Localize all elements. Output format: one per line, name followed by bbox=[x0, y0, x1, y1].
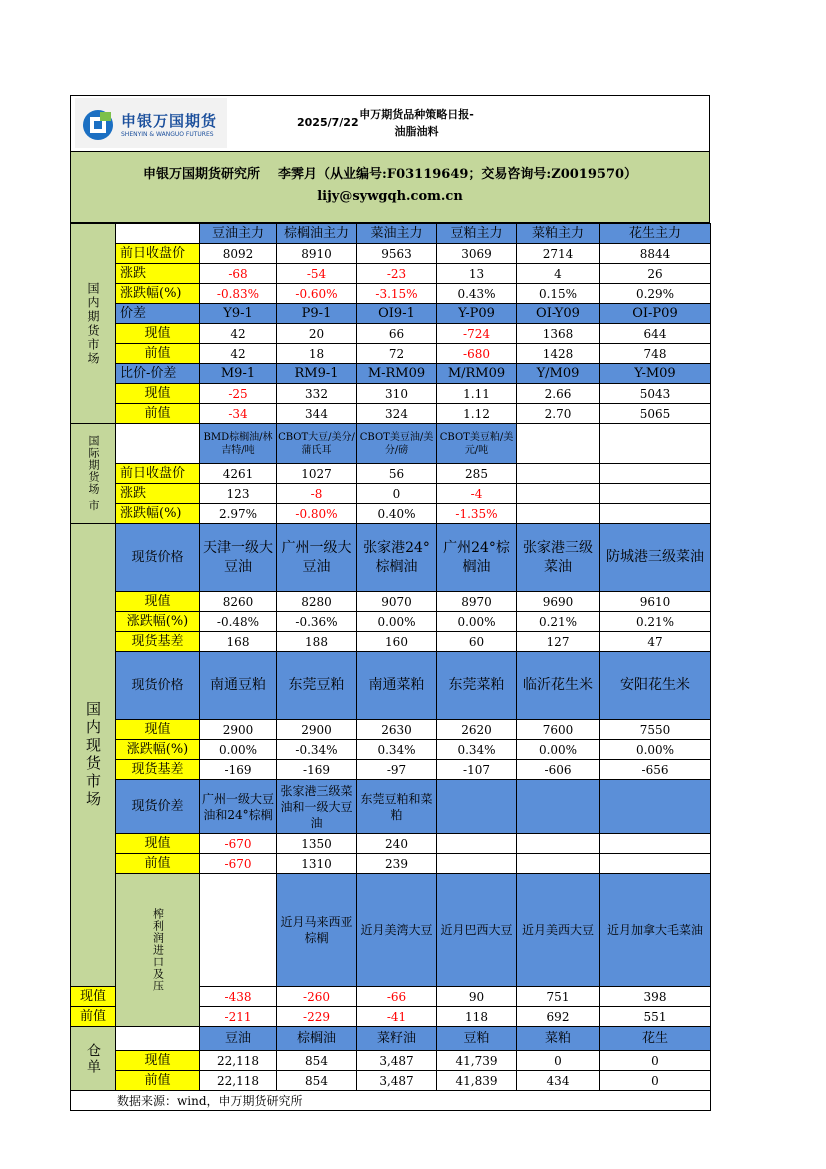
table-cell: 8910 bbox=[277, 244, 357, 264]
spread-header-row bbox=[71, 304, 711, 324]
col-header: 菜粕主力 bbox=[517, 224, 600, 244]
table-row bbox=[71, 592, 711, 612]
table-cell: 1.12 bbox=[437, 404, 517, 424]
row-label: 前值 bbox=[71, 1007, 116, 1027]
row-label: 比价-价差 bbox=[116, 364, 200, 384]
blank-cell bbox=[517, 854, 600, 874]
col-header: 张家港三级菜油和一级大豆油 bbox=[277, 780, 357, 834]
table-row bbox=[71, 404, 711, 424]
row-label: 现值 bbox=[116, 720, 200, 740]
table-cell: 2900 bbox=[200, 720, 277, 740]
col-header: 近月马来西亚棕榈 bbox=[277, 874, 357, 987]
table-cell: -54 bbox=[277, 264, 357, 284]
blank-cell bbox=[437, 854, 517, 874]
report-date: 2025/7/22 bbox=[297, 116, 359, 129]
blank-cell bbox=[116, 224, 200, 244]
intl-header-row bbox=[71, 424, 711, 464]
table-row bbox=[71, 854, 711, 874]
table-cell: -107 bbox=[437, 760, 517, 780]
section-margin-b: 进口及压 bbox=[151, 944, 165, 992]
table-cell: -8 bbox=[277, 484, 357, 504]
spot-header-row bbox=[71, 652, 711, 720]
table-cell: 9070 bbox=[357, 592, 437, 612]
table-cell: 160 bbox=[357, 632, 437, 652]
row-label: 前值 bbox=[116, 344, 200, 364]
col-header: 棕榈油 bbox=[277, 1027, 357, 1051]
table-cell: 2714 bbox=[517, 244, 600, 264]
blank-cell bbox=[600, 464, 711, 484]
table-cell: -0.83% bbox=[200, 284, 277, 304]
table-cell: 0 bbox=[600, 1071, 711, 1091]
blank-cell bbox=[517, 780, 600, 834]
col-header: P9-1 bbox=[277, 304, 357, 324]
row-label: 现值 bbox=[116, 324, 200, 344]
blank-cell bbox=[517, 464, 600, 484]
col-header: Y-M09 bbox=[600, 364, 711, 384]
margin-header-row bbox=[71, 874, 711, 987]
table-cell: -0.60% bbox=[277, 284, 357, 304]
blank-cell bbox=[600, 504, 711, 524]
table-cell: 0.21% bbox=[517, 612, 600, 632]
col-header: 张家港24°棕榈油 bbox=[357, 524, 437, 592]
table-cell: 72 bbox=[357, 344, 437, 364]
col-header: 豆粕 bbox=[437, 1027, 517, 1051]
row-label: 前值 bbox=[116, 1071, 200, 1091]
table-cell: 5043 bbox=[600, 384, 711, 404]
row-label: 现货基差 bbox=[116, 632, 200, 652]
logo-text-en: SHENYIN & WANGUO FUTURES bbox=[121, 131, 214, 138]
row-label: 涨跌 bbox=[116, 484, 200, 504]
table-cell: 13 bbox=[437, 264, 517, 284]
blank-cell bbox=[116, 1027, 200, 1051]
col-header: 菜粕 bbox=[517, 1027, 600, 1051]
report-title bbox=[359, 106, 474, 140]
table-cell: 8844 bbox=[600, 244, 711, 264]
col-header: OI9-1 bbox=[357, 304, 437, 324]
table-cell: 751 bbox=[517, 987, 600, 1007]
logo-text-cn: 申银万国期货 bbox=[121, 112, 218, 130]
table-cell: -97 bbox=[357, 760, 437, 780]
table-cell: 7550 bbox=[600, 720, 711, 740]
blank-cell bbox=[600, 424, 711, 464]
table-cell: -211 bbox=[200, 1007, 277, 1027]
table-cell: -670 bbox=[200, 854, 277, 874]
table-cell: -1.35% bbox=[437, 504, 517, 524]
table-row bbox=[71, 344, 711, 364]
table-cell: 2620 bbox=[437, 720, 517, 740]
col-header: M/RM09 bbox=[437, 364, 517, 384]
table-cell: 5065 bbox=[600, 404, 711, 424]
table-cell: 398 bbox=[600, 987, 711, 1007]
spot-header-row bbox=[71, 524, 711, 592]
author-info bbox=[70, 151, 710, 223]
table-cell: -23 bbox=[357, 264, 437, 284]
table-cell: 168 bbox=[200, 632, 277, 652]
table-cell: 1350 bbox=[277, 834, 357, 854]
col-header: Y9-1 bbox=[200, 304, 277, 324]
table-row bbox=[71, 264, 711, 284]
table-cell: 127 bbox=[517, 632, 600, 652]
table-cell: 3,487 bbox=[357, 1071, 437, 1091]
author-line: 申银万国期货研究所 李霁月（从业编号:F03119649；交易咨询号:Z0019570） bbox=[142, 167, 638, 182]
col-header: 南通菜粕 bbox=[357, 652, 437, 720]
section-import-margin bbox=[116, 874, 200, 1027]
warehouse-header-row bbox=[71, 1027, 711, 1051]
section-spot-market: 国内现货市场 bbox=[71, 524, 116, 987]
table-cell: -670 bbox=[200, 834, 277, 854]
strategy-daily-report bbox=[70, 95, 710, 1111]
row-label: 前值 bbox=[116, 854, 200, 874]
table-cell: -68 bbox=[200, 264, 277, 284]
blank-cell bbox=[437, 834, 517, 854]
table-cell: 240 bbox=[357, 834, 437, 854]
col-header: 菜油主力 bbox=[357, 224, 437, 244]
table-row bbox=[71, 244, 711, 264]
table-row bbox=[71, 740, 711, 760]
row-label: 现值 bbox=[116, 592, 200, 612]
row-label: 前值 bbox=[116, 404, 200, 424]
table-cell: 9690 bbox=[517, 592, 600, 612]
blank-cell bbox=[437, 780, 517, 834]
table-cell: -41 bbox=[357, 1007, 437, 1027]
table-cell: 1368 bbox=[517, 324, 600, 344]
col-header: 防城港三级菜油 bbox=[600, 524, 711, 592]
report-title-line1: 申万期货品种策略日报- bbox=[359, 108, 474, 121]
table-row bbox=[71, 1071, 711, 1091]
col-header: 花生 bbox=[600, 1027, 711, 1051]
table-row bbox=[71, 612, 711, 632]
blank-cell bbox=[200, 874, 277, 987]
col-header: OI-Y09 bbox=[517, 304, 600, 324]
row-label: 涨跌幅(%) bbox=[116, 612, 200, 632]
blank-cell bbox=[600, 780, 711, 834]
blank-cell bbox=[517, 424, 600, 464]
col-header: BMD棕榈油/林吉特/吨 bbox=[200, 424, 277, 464]
table-cell: 551 bbox=[600, 1007, 711, 1027]
blank-cell bbox=[600, 854, 711, 874]
table-cell: -656 bbox=[600, 760, 711, 780]
col-header: 棕榈油主力 bbox=[277, 224, 357, 244]
table-cell: 0.34% bbox=[357, 740, 437, 760]
ratio-header-row bbox=[71, 364, 711, 384]
table-cell: 188 bbox=[277, 632, 357, 652]
table-cell: 66 bbox=[357, 324, 437, 344]
table-cell: -169 bbox=[200, 760, 277, 780]
table-cell: 0.00% bbox=[200, 740, 277, 760]
row-label: 现值 bbox=[116, 834, 200, 854]
table-cell: -66 bbox=[357, 987, 437, 1007]
row-label: 涨跌 bbox=[116, 264, 200, 284]
row-label: 现货基差 bbox=[116, 760, 200, 780]
row-label: 现值 bbox=[71, 987, 116, 1007]
table-cell: 8260 bbox=[200, 592, 277, 612]
table-cell: -4 bbox=[437, 484, 517, 504]
row-label: 现值 bbox=[116, 384, 200, 404]
col-header: 广州一级大豆油和24°棕榈 bbox=[200, 780, 277, 834]
col-header: 广州24°棕榈油 bbox=[437, 524, 517, 592]
table-cell: -0.34% bbox=[277, 740, 357, 760]
table-cell: 854 bbox=[277, 1051, 357, 1071]
report-title-line2: 油脂油料 bbox=[394, 125, 439, 138]
table-cell: 0.21% bbox=[600, 612, 711, 632]
table-cell: 854 bbox=[277, 1071, 357, 1091]
row-label: 现货价格 bbox=[116, 652, 200, 720]
col-header: Y-P09 bbox=[437, 304, 517, 324]
table-cell: 41,739 bbox=[437, 1051, 517, 1071]
table-cell: 90 bbox=[437, 987, 517, 1007]
col-header: 临沂花生米 bbox=[517, 652, 600, 720]
author-email: lijy@sywgqh.com.cn bbox=[317, 189, 463, 204]
table-row bbox=[71, 384, 711, 404]
table-cell: 0.43% bbox=[437, 284, 517, 304]
table-cell: 22,118 bbox=[200, 1071, 277, 1091]
section-domestic-futures: 国内期货市场 bbox=[71, 224, 116, 424]
table-row bbox=[71, 760, 711, 780]
table-cell: 1027 bbox=[277, 464, 357, 484]
table-row bbox=[71, 720, 711, 740]
section-intl-futures bbox=[71, 424, 116, 524]
col-header: OI-P09 bbox=[600, 304, 711, 324]
table-cell: 0 bbox=[600, 1051, 711, 1071]
report-header bbox=[70, 95, 710, 151]
table-cell: 644 bbox=[600, 324, 711, 344]
blank-cell bbox=[517, 484, 600, 504]
table-cell: 0.29% bbox=[600, 284, 711, 304]
table-cell: 41,839 bbox=[437, 1071, 517, 1091]
section-warehouse: 仓单 bbox=[71, 1027, 116, 1091]
table-cell: 118 bbox=[437, 1007, 517, 1027]
footer-row bbox=[71, 1091, 711, 1111]
table-cell: 2.97% bbox=[200, 504, 277, 524]
blank-cell bbox=[116, 424, 200, 464]
table-row bbox=[71, 464, 711, 484]
col-header: M9-1 bbox=[200, 364, 277, 384]
table-row bbox=[71, 284, 711, 304]
table-cell: 434 bbox=[517, 1071, 600, 1091]
blank-cell bbox=[600, 834, 711, 854]
table-cell: 2.66 bbox=[517, 384, 600, 404]
table-cell: 4261 bbox=[200, 464, 277, 484]
table-cell: 42 bbox=[200, 324, 277, 344]
col-header: Y/M09 bbox=[517, 364, 600, 384]
table-cell: -229 bbox=[277, 1007, 357, 1027]
section-intl-a: 国际期货 bbox=[87, 435, 100, 484]
col-header: 菜籽油 bbox=[357, 1027, 437, 1051]
table-cell: 4 bbox=[517, 264, 600, 284]
table-cell: -606 bbox=[517, 760, 600, 780]
table-cell: -0.48% bbox=[200, 612, 277, 632]
table-cell: -25 bbox=[200, 384, 277, 404]
col-header: 东莞菜粕 bbox=[437, 652, 517, 720]
table-cell: 0.34% bbox=[437, 740, 517, 760]
data-source: 数据来源：wind，申万期货研究所 bbox=[71, 1091, 711, 1111]
table-cell: 2.70 bbox=[517, 404, 600, 424]
row-label: 价差 bbox=[116, 304, 200, 324]
table-cell: 123 bbox=[200, 484, 277, 504]
table-cell: 692 bbox=[517, 1007, 600, 1027]
col-header: CBOT大豆/美分/蒲氏耳 bbox=[277, 424, 357, 464]
table-cell: 3069 bbox=[437, 244, 517, 264]
table-cell: 0 bbox=[357, 484, 437, 504]
col-header: 豆油 bbox=[200, 1027, 277, 1051]
table-cell: 8970 bbox=[437, 592, 517, 612]
table-cell: 2900 bbox=[277, 720, 357, 740]
row-label: 现值 bbox=[116, 1051, 200, 1071]
table-cell: 26 bbox=[600, 264, 711, 284]
col-header: CBOT美豆粕/美元/吨 bbox=[437, 424, 517, 464]
table-cell: 9563 bbox=[357, 244, 437, 264]
table-cell: -438 bbox=[200, 987, 277, 1007]
table-cell: 310 bbox=[357, 384, 437, 404]
table-cell: -680 bbox=[437, 344, 517, 364]
section-margin-a: 榨利润 bbox=[151, 908, 165, 944]
section-intl-b: 场 市 bbox=[87, 483, 100, 512]
col-header: 豆油主力 bbox=[200, 224, 277, 244]
table-row bbox=[71, 632, 711, 652]
table-cell: 1310 bbox=[277, 854, 357, 874]
row-label: 现货价格 bbox=[116, 524, 200, 592]
table-cell: -3.15% bbox=[357, 284, 437, 304]
col-header: 安阳花生米 bbox=[600, 652, 711, 720]
table-cell: 239 bbox=[357, 854, 437, 874]
table-row bbox=[71, 834, 711, 854]
col-header: 东莞豆粕 bbox=[277, 652, 357, 720]
row-label: 涨跌幅(%) bbox=[116, 740, 200, 760]
spot-spread-header-row bbox=[71, 780, 711, 834]
col-header: 广州一级大豆油 bbox=[277, 524, 357, 592]
table-cell: 0 bbox=[517, 1051, 600, 1071]
col-header: 南通豆粕 bbox=[200, 652, 277, 720]
table-cell: -0.80% bbox=[277, 504, 357, 524]
table-cell: -0.36% bbox=[277, 612, 357, 632]
company-logo bbox=[75, 98, 227, 148]
row-label: 涨跌幅(%) bbox=[116, 284, 200, 304]
table-cell: 20 bbox=[277, 324, 357, 344]
table-cell: 56 bbox=[357, 464, 437, 484]
table-cell: 47 bbox=[600, 632, 711, 652]
row-label: 现货价差 bbox=[116, 780, 200, 834]
table-cell: 2630 bbox=[357, 720, 437, 740]
blank-cell bbox=[517, 504, 600, 524]
domestic-futures-header-row bbox=[71, 224, 711, 244]
col-header: CBOT美豆油/美分/磅 bbox=[357, 424, 437, 464]
col-header: 花生主力 bbox=[600, 224, 711, 244]
col-header: 张家港三级菜油 bbox=[517, 524, 600, 592]
col-header: 天津一级大豆油 bbox=[200, 524, 277, 592]
table-cell: 324 bbox=[357, 404, 437, 424]
table-cell: 22,118 bbox=[200, 1051, 277, 1071]
table-cell: 60 bbox=[437, 632, 517, 652]
table-cell: 0.00% bbox=[600, 740, 711, 760]
table-cell: -724 bbox=[437, 324, 517, 344]
col-header: M-RM09 bbox=[357, 364, 437, 384]
row-label: 前日收盘价 bbox=[116, 244, 200, 264]
col-header: RM9-1 bbox=[277, 364, 357, 384]
table-cell: 9610 bbox=[600, 592, 711, 612]
table-cell: 0.00% bbox=[437, 612, 517, 632]
row-label: 涨跌幅(%) bbox=[116, 504, 200, 524]
table-cell: 1428 bbox=[517, 344, 600, 364]
row-label: 前日收盘价 bbox=[116, 464, 200, 484]
blank-cell bbox=[600, 484, 711, 504]
col-header: 近月巴西大豆 bbox=[437, 874, 517, 987]
table-cell: 8280 bbox=[277, 592, 357, 612]
table-cell: 7600 bbox=[517, 720, 600, 740]
table-cell: 0.40% bbox=[357, 504, 437, 524]
col-header: 近月美西大豆 bbox=[517, 874, 600, 987]
table-cell: -34 bbox=[200, 404, 277, 424]
table-cell: 332 bbox=[277, 384, 357, 404]
table-cell: 1.11 bbox=[437, 384, 517, 404]
table-row bbox=[71, 504, 711, 524]
table-row bbox=[71, 484, 711, 504]
table-cell: 0.00% bbox=[517, 740, 600, 760]
table-cell: 748 bbox=[600, 344, 711, 364]
table-cell: -169 bbox=[277, 760, 357, 780]
table-row bbox=[71, 324, 711, 344]
table-cell: 344 bbox=[277, 404, 357, 424]
table-cell: -260 bbox=[277, 987, 357, 1007]
table-cell: 0.00% bbox=[357, 612, 437, 632]
col-header: 近月加拿大毛菜油 bbox=[600, 874, 711, 987]
col-header: 东莞豆粕和菜粕 bbox=[357, 780, 437, 834]
table-cell: 18 bbox=[277, 344, 357, 364]
blank-cell bbox=[517, 834, 600, 854]
table-row bbox=[71, 1051, 711, 1071]
col-header: 豆粕主力 bbox=[437, 224, 517, 244]
table-cell: 8092 bbox=[200, 244, 277, 264]
table-cell: 42 bbox=[200, 344, 277, 364]
table-cell: 285 bbox=[437, 464, 517, 484]
col-header: 近月美湾大豆 bbox=[357, 874, 437, 987]
table-cell: 3,487 bbox=[357, 1051, 437, 1071]
table-cell: 0.15% bbox=[517, 284, 600, 304]
logo-mark-icon bbox=[81, 108, 115, 142]
data-table bbox=[70, 223, 711, 1111]
